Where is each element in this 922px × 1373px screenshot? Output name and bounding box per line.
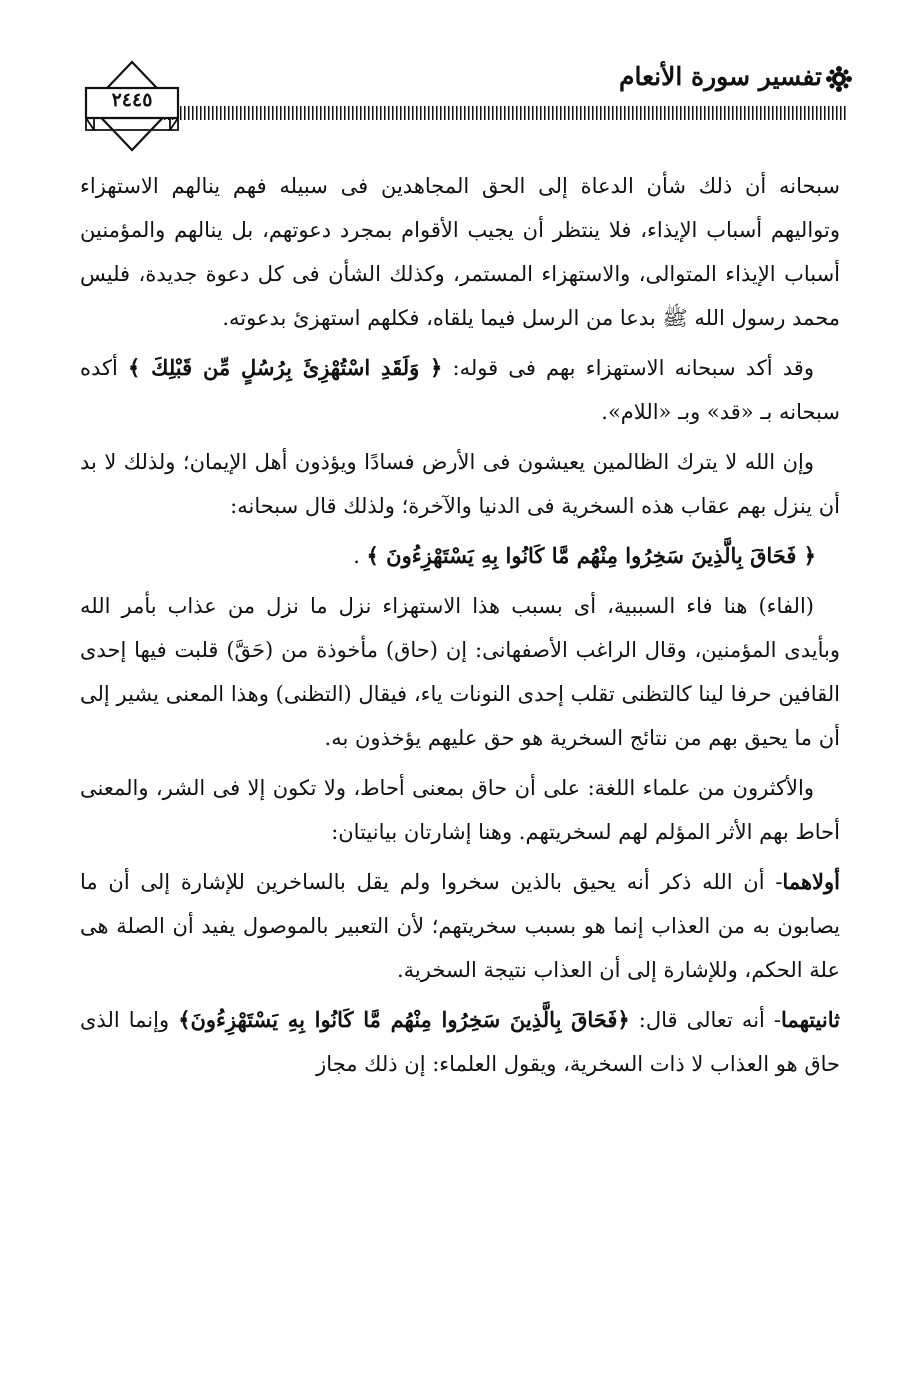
paragraph-3: وإن الله لا يترك الظالمين يعيشون فى الأرض فسادًا ويؤذون أهل الإيمان؛ ولذلك لا بد أن ينزل بهم عقاب هذه السخرية فى الدنيا والآخرة؛ ولذلك قال سبحانه:	[80, 450, 840, 518]
paragraph-8-tail: وإنما الذى حاق هو العذاب لا ذات السخرية، ويقول العلماء: إن ذلك مجاز	[80, 1008, 840, 1076]
first-point-label: أولاهما	[782, 869, 840, 894]
flower-ornament-icon	[826, 66, 852, 92]
quran-verse-3: ﴿فَحَاقَ بِالَّذِينَ سَخِرُوا مِنْهُم مَّا كَانُوا بِهِ يَسْتَهْزِءُونَ﴾	[178, 1007, 630, 1032]
paragraph-7	[80, 860, 840, 992]
paragraph-8-text: - أنه تعالى قال:	[629, 1008, 782, 1032]
second-point-label: ثانيتهما	[781, 1007, 841, 1032]
paragraph-5: (الفاء) هنا فاء السببية، أى بسبب هذا الاستهزاء نزل ما نزل من عذاب بأمر الله وبأيدى المؤمنين، وقال الراغب الأصفهانى: إن (حاق) مأخوذة من (حَقَّ) قلبت فيها إحدى القافين حرفا لينا كالتظنى تقلب إحدى النونات ياء، فيقال (التظنى) وهذا المعنى يشير إلى أن ما يحيق بهم من نتائج السخرية هو حق عليهم يؤخذون به.	[80, 594, 840, 750]
running-title: تفسير سورة الأنعام	[618, 62, 822, 91]
paragraph-2-tail: أكده سبحانه بـ «قد» وبـ «اللام».	[80, 356, 840, 424]
paragraph-2	[80, 346, 840, 434]
page-number: ٢٤٤٥	[111, 89, 153, 111]
paragraph-6: والأكثرون من علماء اللغة: على أن حاق بمعنى أحاط، ولا تكون إلا فى الشر، والمعنى أحاط بهم الأثر المؤلم لهم لسخريتهم. وهنا إشارتان بيانيتان:	[80, 776, 840, 844]
paragraph-8	[80, 998, 840, 1086]
quran-verse-2: ﴿ فَحَاقَ بِالَّذِينَ سَخِرُوا مِنْهُم مَّا كَانُوا بِهِ يَسْتَهْزِءُونَ ﴾	[366, 543, 816, 568]
header-rule	[160, 106, 848, 120]
paragraph-4-tail: .	[353, 544, 367, 568]
body-text	[80, 164, 840, 1092]
paragraph-1: سبحانه أن ذلك شأن الدعاة إلى الحق المجاهدين فى سبيله فهم ينالهم الاستهزاء وتواليهم أسباب الإيذاء، فلا ينتظر أن يجيب الأقوام بمجرد دعوتهم، بل ينالهم والمؤمنين أسباب الإيذاء المتوالى، والاستهزاء المستمر، وكذلك الشأن فى كل دعوة جديدة، فليس محمد رسول الله ﷺ بدعا من الرسل فيما يلقاه، فكلهم استهزئ بدعوته.	[80, 174, 840, 330]
paragraph-2-text: وقد أكد سبحانه الاستهزاء بهم فى قوله:	[442, 356, 814, 380]
quran-verse-1: ﴿ وَلَقَدِ اسْتُهْزِئَ بِرُسُلٍ مِّن قَبْلِكَ ﴾	[128, 355, 443, 380]
paragraph-4	[80, 534, 840, 578]
paragraph-7-text: - أن الله ذكر أنه يحيق بالذين سخروا ولم يقل بالساخرين للإشارة إلى أن ما يصابون به من العذاب إنما هو بسبب سخريتهم؛ لأن التعبير بالموصول يفيد أن الصلة هى علة الحكم، وللإشارة إلى أن العذاب نتيجة السخرية.	[80, 870, 840, 982]
